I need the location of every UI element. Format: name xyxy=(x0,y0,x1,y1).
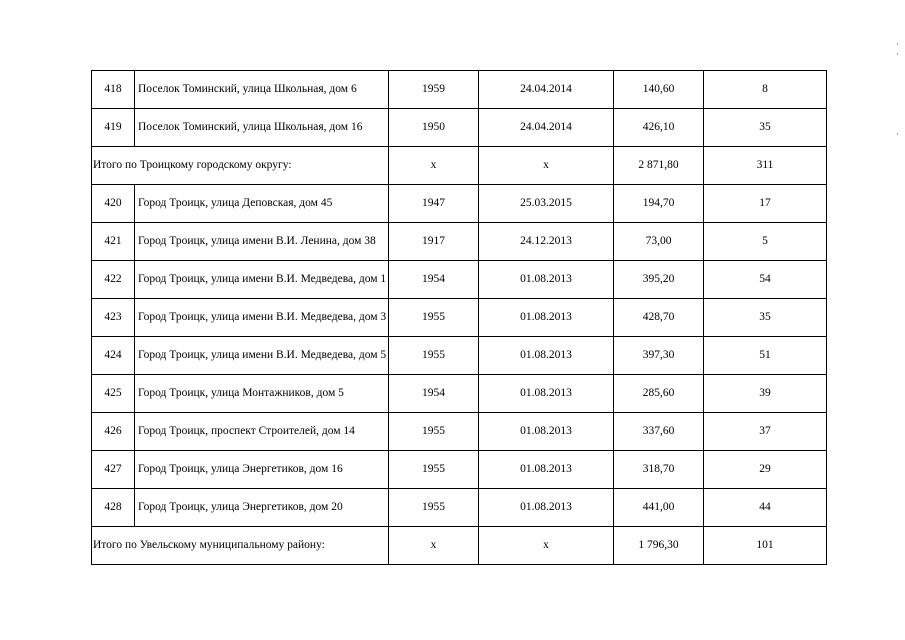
scan-edge-mark: · xyxy=(896,50,899,60)
year-cell: 1959 xyxy=(389,71,479,109)
residents-cell: 37 xyxy=(704,413,827,451)
row-number-cell: 427 xyxy=(92,451,135,489)
year-cell: 1955 xyxy=(389,299,479,337)
housing-register-table xyxy=(91,70,827,565)
residents-cell: 54 xyxy=(704,261,827,299)
table-row xyxy=(92,261,827,299)
date-cell: 01.08.2013 xyxy=(479,261,614,299)
row-number-cell: 426 xyxy=(92,413,135,451)
residents-cell: 35 xyxy=(704,109,827,147)
year-cell: x xyxy=(389,147,479,185)
row-number-cell: 418 xyxy=(92,71,135,109)
year-cell: 1950 xyxy=(389,109,479,147)
year-cell: x xyxy=(389,527,479,565)
scan-edge-mark: · xyxy=(896,130,899,140)
area-cell: 1 796,30 xyxy=(614,527,704,565)
address-cell: Город Троицк, улица имени В.И. Ленина, дом 38 xyxy=(135,223,389,261)
address-cell: Поселок Томинский, улица Школьная, дом 16 xyxy=(135,109,389,147)
year-cell: 1947 xyxy=(389,185,479,223)
year-cell: 1955 xyxy=(389,451,479,489)
row-number-cell: 421 xyxy=(92,223,135,261)
date-cell: 01.08.2013 xyxy=(479,337,614,375)
address-cell: Город Троицк, улица имени В.И. Медведева, дом 1 xyxy=(135,261,389,299)
row-number-cell: 425 xyxy=(92,375,135,413)
residents-cell: 29 xyxy=(704,451,827,489)
area-cell: 285,60 xyxy=(614,375,704,413)
area-cell: 337,60 xyxy=(614,413,704,451)
area-cell: 441,00 xyxy=(614,489,704,527)
date-cell: 25.03.2015 xyxy=(479,185,614,223)
area-cell: 426,10 xyxy=(614,109,704,147)
scan-edge-mark: · xyxy=(896,40,899,50)
table-body xyxy=(92,71,827,565)
area-cell: 194,70 xyxy=(614,185,704,223)
area-cell: 397,30 xyxy=(614,337,704,375)
date-cell: 24.04.2014 xyxy=(479,109,614,147)
area-cell: 428,70 xyxy=(614,299,704,337)
address-cell: Поселок Томинский, улица Школьная, дом 6 xyxy=(135,71,389,109)
table-row xyxy=(92,489,827,527)
date-cell: x xyxy=(479,527,614,565)
row-number-cell: 420 xyxy=(92,185,135,223)
table-row xyxy=(92,413,827,451)
residents-cell: 17 xyxy=(704,185,827,223)
year-cell: 1955 xyxy=(389,489,479,527)
date-cell: 01.08.2013 xyxy=(479,299,614,337)
table-row xyxy=(92,223,827,261)
area-cell: 73,00 xyxy=(614,223,704,261)
total-label-cell: Итого по Троицкому городскому округу: xyxy=(92,147,389,185)
date-cell: 24.04.2014 xyxy=(479,71,614,109)
residents-cell: 101 xyxy=(704,527,827,565)
table-row xyxy=(92,109,827,147)
year-cell: 1955 xyxy=(389,413,479,451)
row-number-cell: 422 xyxy=(92,261,135,299)
residents-cell: 44 xyxy=(704,489,827,527)
area-cell: 318,70 xyxy=(614,451,704,489)
year-cell: 1954 xyxy=(389,261,479,299)
row-number-cell: 419 xyxy=(92,109,135,147)
table-row xyxy=(92,375,827,413)
residents-cell: 39 xyxy=(704,375,827,413)
total-row xyxy=(92,147,827,185)
residents-cell: 8 xyxy=(704,71,827,109)
date-cell: x xyxy=(479,147,614,185)
row-number-cell: 423 xyxy=(92,299,135,337)
table-row xyxy=(92,451,827,489)
date-cell: 01.08.2013 xyxy=(479,489,614,527)
total-row xyxy=(92,527,827,565)
address-cell: Город Троицк, улица Монтажников, дом 5 xyxy=(135,375,389,413)
year-cell: 1917 xyxy=(389,223,479,261)
date-cell: 01.08.2013 xyxy=(479,451,614,489)
address-cell: Город Троицк, улица Энергетиков, дом 20 xyxy=(135,489,389,527)
row-number-cell: 428 xyxy=(92,489,135,527)
year-cell: 1954 xyxy=(389,375,479,413)
table-row xyxy=(92,299,827,337)
row-number-cell: 424 xyxy=(92,337,135,375)
area-cell: 140,60 xyxy=(614,71,704,109)
residents-cell: 5 xyxy=(704,223,827,261)
address-cell: Город Троицк, проспект Строителей, дом 14 xyxy=(135,413,389,451)
residents-cell: 35 xyxy=(704,299,827,337)
year-cell: 1955 xyxy=(389,337,479,375)
date-cell: 01.08.2013 xyxy=(479,375,614,413)
address-cell: Город Троицк, улица имени В.И. Медведева, дом 5 xyxy=(135,337,389,375)
residents-cell: 51 xyxy=(704,337,827,375)
area-cell: 395,20 xyxy=(614,261,704,299)
residents-cell: 311 xyxy=(704,147,827,185)
table-row xyxy=(92,71,827,109)
date-cell: 01.08.2013 xyxy=(479,413,614,451)
address-cell: Город Троицк, улица имени В.И. Медведева, дом 3 xyxy=(135,299,389,337)
date-cell: 24.12.2013 xyxy=(479,223,614,261)
table-row xyxy=(92,185,827,223)
area-cell: 2 871,80 xyxy=(614,147,704,185)
total-label-cell: Итого по Увельскому муниципальному району: xyxy=(92,527,389,565)
address-cell: Город Троицк, улица Энергетиков, дом 16 xyxy=(135,451,389,489)
table-row xyxy=(92,337,827,375)
address-cell: Город Троицк, улица Деповская, дом 45 xyxy=(135,185,389,223)
